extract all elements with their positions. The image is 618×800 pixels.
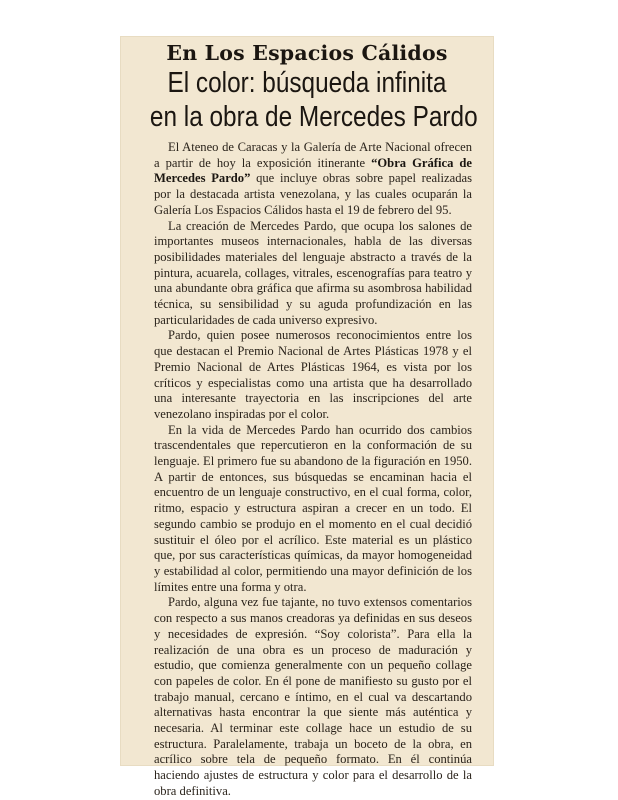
headline (149, 66, 478, 134)
section-title: En Los Espacios Cálidos (166, 41, 448, 65)
paragraph-5: Pardo, alguna vez fue tajante, no tuvo extensos comentarios con respecto a sus manos creadoras ya definidas en sus deseos y necesidades de expresión. “Soy colorista”. Para ella la realización de una obra es un proceso de maduración y estudio, que comienza generalmente con un pequeño collage con papeles de color. En él pone de manifiesto su gusto por el trabajo manual, cercano e íntimo, en el cual va descartando alternativas hasta encontrar la que siente más auténtica y necesaria. Al terminar este collage hace un estudio de su estructura. Paralelamente, trabaja un boceto de la obra, en acrílico sobre tela de pequeño formato. En él continúa haciendo ajustes de estructura y color para el desarrollo de la obra definitiva. (154, 595, 472, 798)
paragraph-1 (154, 140, 472, 219)
exhibition-title: “Obra Gráfica de Mercedes Pardo” (154, 155, 473, 186)
paragraph-2: La creación de Mercedes Pardo, que ocupa los salones de importantes museos internacionales, habla de las diversas posibilidades materiales del lenguaje abstracto a través de la pintura, acuarela, collages, vitrales, escenografías para teatro y una abundante obra gráfica que afirma su asombrosa habilidad técnica, su sensibilidad y su aguda profundización en las particularidades de cada universo expresivo. (154, 218, 472, 327)
newspaper-clipping (120, 36, 494, 798)
paragraph-4: En la vida de Mercedes Pardo han ocurrido dos cambios trascendentales que repercutieron en la conformación de su lenguaje. El primero fue su abandono de la figuración en 1950. A partir de entonces, sus búsquedas se encaminan hacia el encuentro de un lenguaje constructivo, en el cual forma, color, ritmo, espacio y estructura aspiran a crecer en un todo. El segundo cambio se produjo en el momento en el cual decidió sustituir el óleo por el acrílico. Este material es un plástico que, por sus características químicas, da mayor homogeneidad y estabilidad al color, permitiendo una mayor definición de los límites entre una forma y otra. (154, 422, 472, 594)
paragraph-1-text-start: El Ateneo de Caracas y la Galería de Arte Nacional ofrecen a partir de hoy la exposición itinerante (154, 140, 472, 170)
article-body (154, 140, 472, 800)
paragraph-1-text-end: que incluye obras sobre papel realizadas por la destacada artista venezolana, y las cuales ocuparán la Galería Los Espacios Cálidos hasta el 19 de febrero del 95. (154, 171, 472, 217)
headline-line-2: en la obra de Mercedes Pardo (149, 101, 478, 133)
headline-line-1: El color: búsqueda infinita (167, 67, 447, 99)
paragraph-3: Pardo, quien posee numerosos reconocimientos entre los que destacan el Premio Nacional de Artes Plásticas 1978 y el Premio Nacional de Artes Plásticas 1964, es vista por los críticos y especialistas como una artista que ha desarrollado una interesante trayectoria en las inscripciones del arte venezolano inspiradas por el color. (154, 328, 472, 421)
